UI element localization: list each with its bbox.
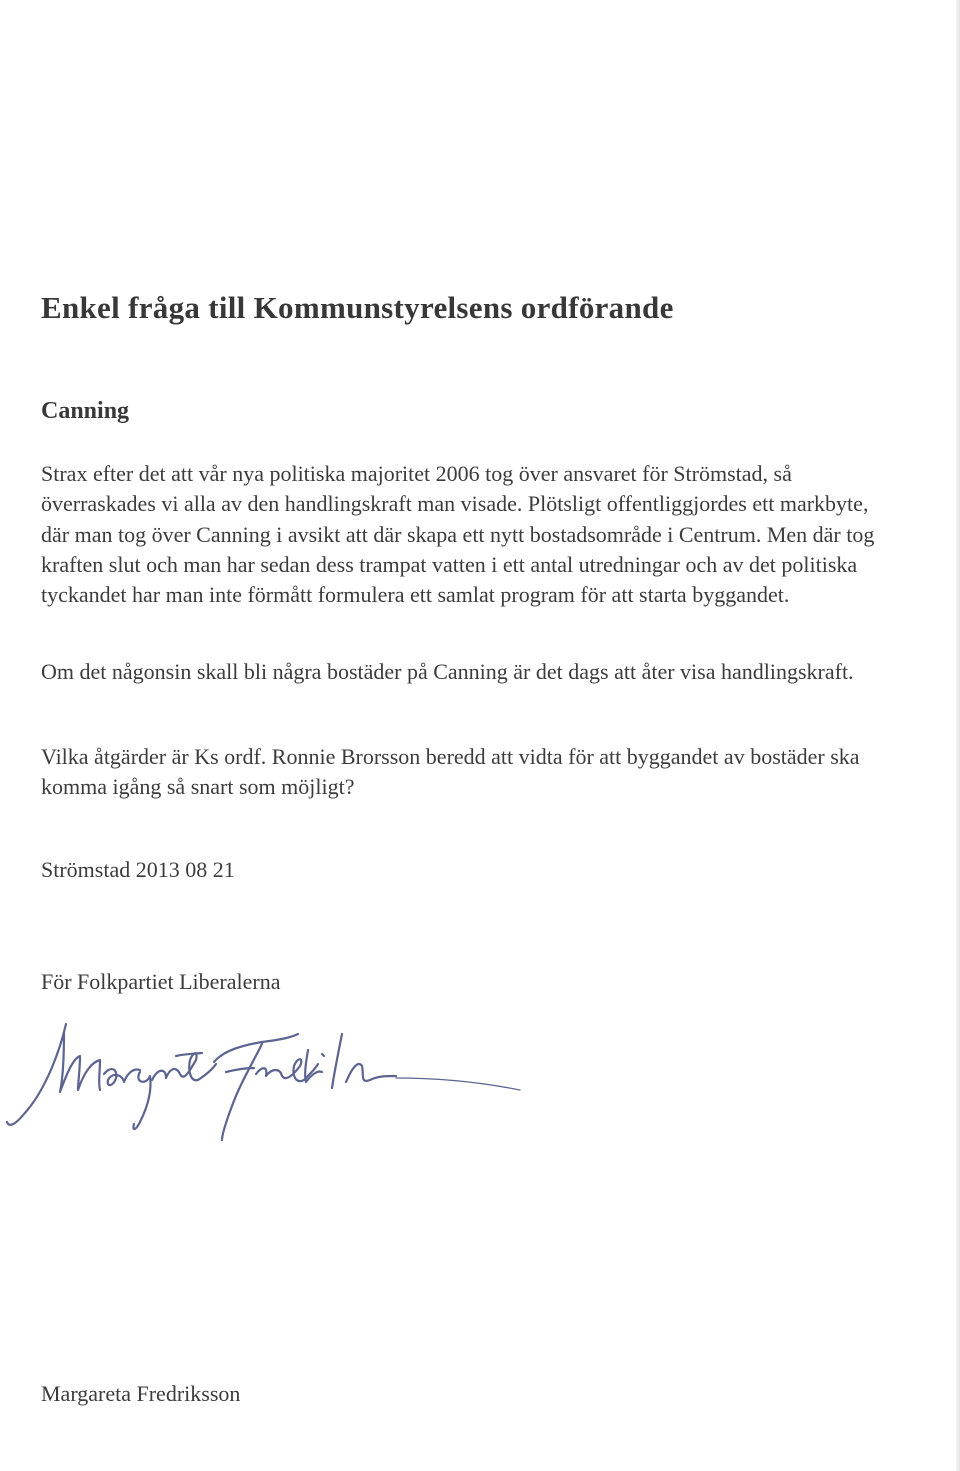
- page-edge: [956, 0, 960, 1471]
- paragraph-intro: Strax efter det att vår nya politiska majoritet 2006 tog över ansvaret för Strömstad, så överraskades vi alla av den handlingskraft man visade. Plötsligt offentliggjordes ett markbyte, där man tog över Canning i avsikt att där skapa ett nytt bostadsområde i Centrum. Men där tog kraften slut och man har sedan dess trampat vatten i ett antal utredningar och av det politiska tyckandet har man inte förmått formulera ett samlat program för att starta byggandet.: [41, 461, 875, 608]
- paragraph-call-to-action: Om det någonsin skall bli några bostäder på Canning är det dags att åter visa handlingskraft.: [41, 659, 854, 684]
- place-date: Strömstad 2013 08 21: [41, 857, 235, 882]
- paragraph-question: Vilka åtgärder är Ks ordf. Ronnie Brorsson beredd att vidta för att byggandet av bostäder ska komma igång så snart som möjligt?: [41, 744, 860, 800]
- document-subtitle: Canning: [41, 398, 130, 424]
- handwritten-signature: [0, 1010, 540, 1140]
- document-title: Enkel fråga till Kommunstyrelsens ordförande: [41, 290, 674, 325]
- signer-name: Margareta Fredriksson: [41, 1381, 241, 1406]
- party-line: För Folkpartiet Liberalerna: [41, 969, 281, 994]
